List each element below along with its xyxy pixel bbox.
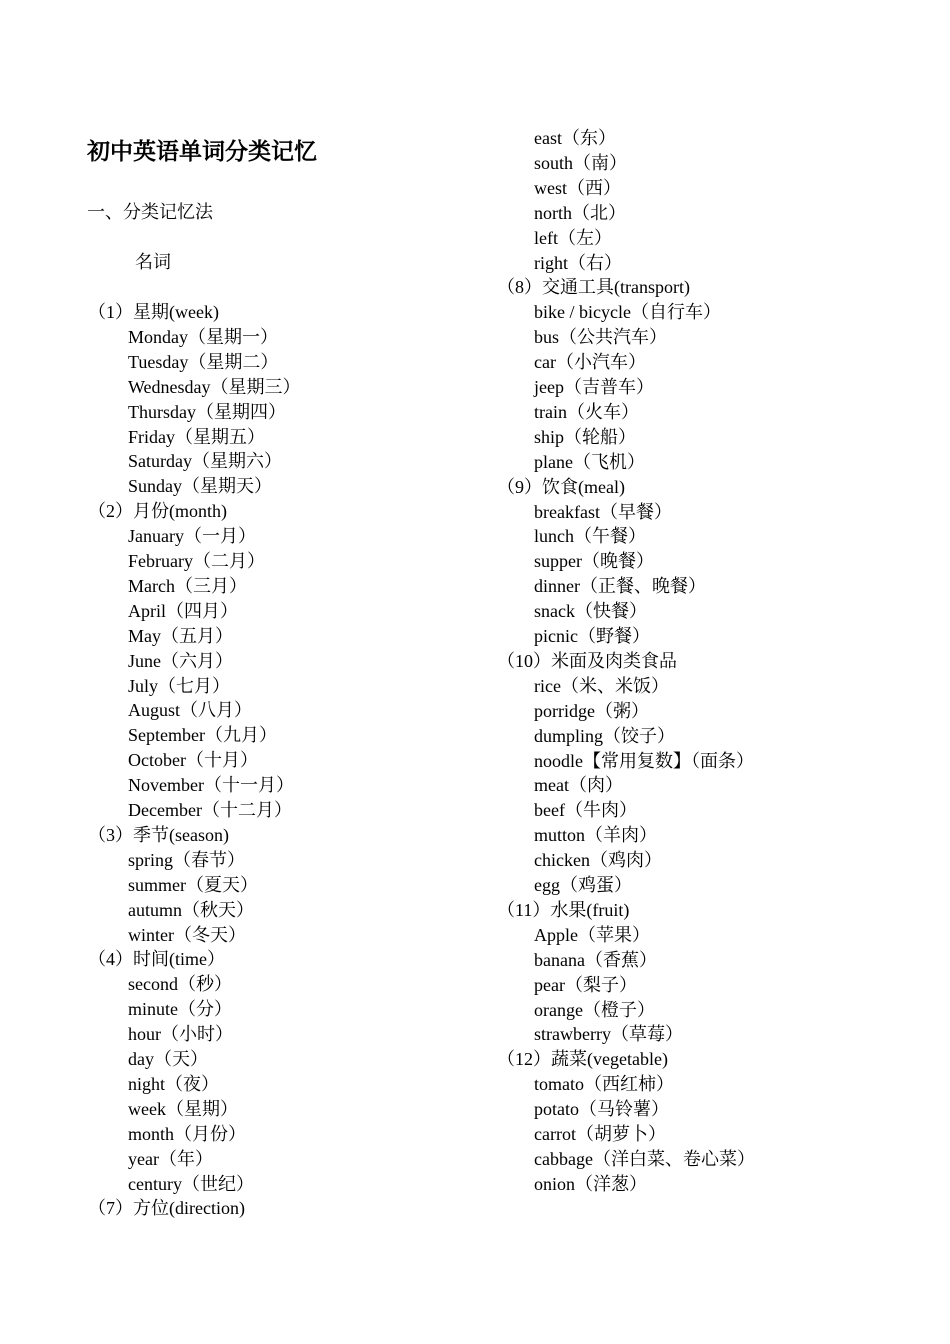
vocab-item: night（夜）: [128, 1073, 220, 1094]
vocab-item: supper（晚餐）: [534, 551, 654, 572]
vocab-item: mutton（羊肉）: [534, 825, 658, 846]
category-heading: （8）交通工具(transport): [497, 277, 690, 298]
category-heading: （2）月份(month): [88, 501, 227, 522]
vocab-item: orange（橙子）: [534, 999, 655, 1020]
vocab-item: minute（分）: [128, 999, 232, 1020]
vocab-item: summer（夏天）: [128, 874, 258, 895]
vocab-item: December（十二月）: [128, 800, 292, 820]
vocab-item: cabbage（洋白菜、卷心菜）: [534, 1148, 755, 1169]
vocab-item: picnic（野餐）: [534, 626, 650, 646]
vocab-item: August（八月）: [128, 700, 253, 721]
vocab-item: January（一月）: [128, 526, 256, 547]
vocab-item: Friday（星期五）: [128, 426, 265, 447]
vocab-item: Apple（苹果）: [534, 924, 650, 945]
vocab-item: bike / bicycle（自行车）: [534, 302, 721, 323]
vocab-item: south（南）: [534, 152, 628, 173]
vocab-item: noodle【常用复数】（面条）: [534, 750, 754, 771]
vocab-item: June（六月）: [128, 650, 233, 671]
vocab-item: Tuesday（星期二）: [128, 351, 279, 372]
vocab-item: right（右）: [534, 252, 622, 273]
category-heading: （11）水果(fruit): [497, 899, 630, 920]
vocab-item: breakfast（早餐）: [534, 501, 672, 522]
vocab-item: tomato（西红柿）: [534, 1074, 674, 1095]
vocab-item: porridge（粥）: [534, 700, 649, 721]
vocab-item: autumn（秋天）: [128, 899, 254, 920]
subsection-heading: 名词: [135, 252, 171, 272]
page-title: 初中英语单词分类记忆: [87, 139, 317, 164]
vocab-item: July（七月）: [128, 675, 231, 696]
vocab-item: Monday（星期一）: [128, 326, 278, 347]
vocab-item: west（西）: [534, 177, 621, 198]
vocab-item: week（星期）: [128, 1098, 238, 1119]
category-heading: （4）时间(time）: [88, 949, 225, 970]
vocab-item: May（五月）: [128, 625, 233, 646]
vocab-item: chicken（鸡肉）: [534, 850, 662, 871]
vocab-item: ship（轮船）: [534, 426, 637, 447]
vocab-item: jeep（吉普车）: [534, 377, 654, 397]
vocab-item: onion（洋葱）: [534, 1173, 648, 1194]
vocab-item: bus（公共汽车）: [534, 327, 668, 348]
category-heading: （12）蔬菜(vegetable): [497, 1049, 668, 1070]
vocab-item: snack（快餐）: [534, 601, 647, 622]
vocab-item: Thursday（星期四）: [128, 401, 286, 422]
vocab-item: meat（肉）: [534, 775, 623, 796]
vocab-item: century（世纪）: [128, 1173, 254, 1194]
vocab-item: Wednesday（星期三）: [128, 376, 301, 397]
vocab-item: potato（马铃薯）: [534, 1099, 669, 1120]
vocab-item: banana（香蕉）: [534, 949, 657, 970]
category-heading: （7）方位(direction): [88, 1198, 245, 1219]
vocab-item: plane（飞机）: [534, 451, 645, 472]
vocab-item: November（十一月）: [128, 775, 294, 796]
vocab-item: second（秒）: [128, 974, 232, 995]
vocab-item: beef（牛肉）: [534, 800, 637, 821]
vocab-item: car（小汽车）: [534, 352, 646, 373]
category-heading: （3）季节(season): [88, 824, 229, 845]
vocab-item: north（北）: [534, 202, 626, 223]
vocab-item: winter（冬天）: [128, 924, 246, 945]
vocab-item: rice（米、米饭）: [534, 675, 669, 696]
vocab-item: left（左）: [534, 227, 612, 248]
vocab-item: year（年）: [128, 1148, 213, 1169]
vocab-item: day（天）: [128, 1049, 208, 1069]
vocab-item: February（二月）: [128, 551, 265, 571]
vocab-item: Sunday（星期天）: [128, 476, 272, 497]
category-heading: （10）米面及肉类食品: [497, 650, 677, 671]
vocab-item: month（月份）: [128, 1123, 247, 1144]
vocab-item: egg（鸡蛋）: [534, 875, 632, 895]
vocab-item: Saturday（星期六）: [128, 451, 282, 472]
vocab-item: March（三月）: [128, 575, 247, 596]
vocab-item: hour（小时）: [128, 1024, 233, 1045]
vocab-item: strawberry（草莓）: [534, 1024, 683, 1045]
vocab-item: spring（春节）: [128, 849, 245, 870]
vocab-item: east（东）: [534, 128, 616, 148]
section-heading: 一、分类记忆法: [87, 202, 213, 222]
vocab-item: October（十月）: [128, 750, 258, 771]
category-heading: （9）饮食(meal): [497, 476, 625, 497]
vocab-item: April（四月）: [128, 600, 238, 621]
vocab-item: dumpling（饺子）: [534, 725, 676, 746]
vocab-item: dinner（正餐、晚餐）: [534, 576, 706, 597]
vocab-item: September（九月）: [128, 725, 277, 746]
vocab-item: train（火车）: [534, 401, 639, 422]
vocab-item: pear（梨子）: [534, 974, 637, 995]
vocab-item: lunch（午餐）: [534, 526, 646, 547]
vocab-item: carrot（胡萝卜）: [534, 1124, 666, 1144]
category-heading: （1）星期(week): [88, 302, 219, 322]
